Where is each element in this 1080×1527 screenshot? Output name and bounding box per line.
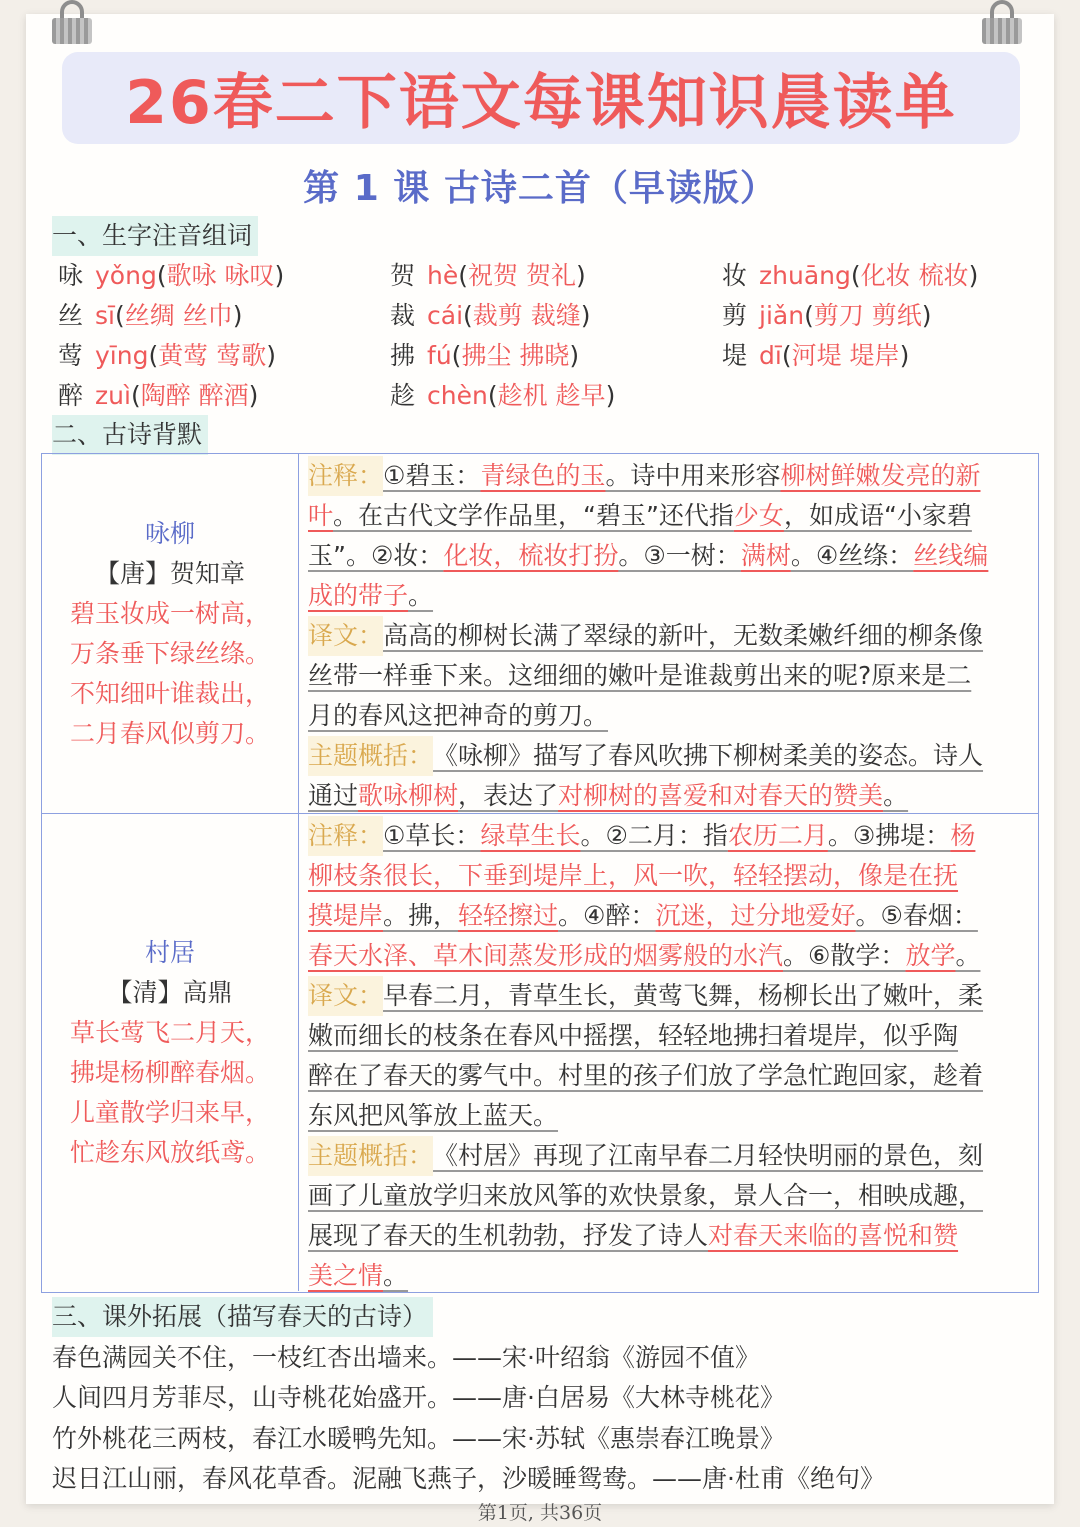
- note-key-text: 对柳树的喜爱和对春天的赞美: [558, 781, 884, 810]
- note-line: [308, 616, 1030, 656]
- extension-line: 人间四月芳菲尽，山寺桃花始盛开。——唐·白居易《大林寺桃花》: [52, 1383, 785, 1412]
- note-text: 丝带一样垂下来。这细细的嫩叶是谁裁剪出来的呢?原来是二: [308, 661, 972, 690]
- vocab-item: 丝 sī(丝绸 丝巾): [58, 301, 243, 330]
- vocab-words: 陶醉 醉酒: [140, 381, 249, 410]
- vocab-pinyin: sī: [95, 301, 115, 330]
- note-line: [308, 536, 1030, 576]
- note-text: ，如成语“小家碧: [783, 501, 972, 530]
- vocab-pinyin: yīng: [95, 341, 149, 370]
- note-text: 。③一树：: [618, 541, 741, 570]
- poem-line: 不知细叶谁裁出，: [69, 678, 270, 708]
- poem-author: 【唐】贺知章: [94, 558, 245, 588]
- vocab-item: 贺 hè(祝贺 贺礼): [390, 261, 586, 290]
- poem-table: [41, 453, 1039, 1293]
- vocab-item: 醉 zuì(陶醉 醉酒): [58, 381, 259, 410]
- note-key-text: 歌咏柳树: [358, 781, 459, 810]
- note-text: 。: [955, 941, 981, 970]
- note-key-text: 春天水泽、草木间蒸发形成的烟雾般的水汽: [308, 941, 784, 970]
- vocab-words: 歌咏 咏叹: [166, 261, 275, 290]
- vocab-words: 丝绸 丝巾: [124, 301, 233, 330]
- note-text: 。③拂堤：: [827, 821, 951, 850]
- note-key-text: 绿草生长: [480, 821, 581, 850]
- vocab-char: 丝: [58, 301, 84, 330]
- note-line: [308, 696, 1030, 736]
- note-key-text: 农历二月: [727, 821, 828, 850]
- vocab-char: 堤: [722, 341, 748, 370]
- poem-notes-cell: [302, 814, 1038, 1291]
- vocab-char: 贺: [390, 261, 416, 290]
- poem-title: 咏柳: [144, 518, 195, 548]
- note-line: [308, 816, 1030, 856]
- note-line: [308, 1016, 1030, 1056]
- note-text: 。②二月：指: [580, 821, 728, 850]
- note-line: [308, 896, 1030, 936]
- note-line: [308, 1056, 1030, 1096]
- vocab-item: 妆 zhuāng(化妆 梳妆): [722, 261, 979, 290]
- binder-clip-icon: [52, 0, 92, 46]
- vocab-words: 剪刀 剪纸: [813, 301, 922, 330]
- note-key-text: 放学: [905, 941, 956, 970]
- lesson-title: 第 1 课 古诗二首（早读版）: [303, 168, 777, 209]
- poem-row: [42, 454, 1038, 814]
- extension-line: 迟日江山丽，春风花草香。泥融飞燕子，沙暖睡鸳鸯。——唐·杜甫《绝句》: [52, 1464, 885, 1493]
- poem-line: 草长莺飞二月天，: [69, 1017, 270, 1047]
- vocab-pinyin: hè: [427, 261, 459, 290]
- note-line: [308, 1136, 1030, 1176]
- extension-line: 春色满园关不住，一枝红杏出墙来。——宋·叶绍翁《游园不值》: [52, 1343, 760, 1372]
- note-key-text: 化妆，梳妆打扮: [443, 541, 619, 570]
- vocab-item: 裁 cái(裁剪 裁缝): [390, 301, 591, 330]
- vocab-words: 化妆 梳妆: [860, 261, 969, 290]
- note-label: 主题概括：: [308, 736, 433, 776]
- note-line: [308, 1176, 1030, 1216]
- vocab-char: 拂: [390, 341, 416, 370]
- poem-author: 【清】高鼎: [107, 977, 233, 1007]
- note-line: [308, 856, 1030, 896]
- main-title: 26春二下语文每课知识晨读单: [125, 68, 957, 138]
- note-text: 。⑤春烟：: [855, 901, 978, 930]
- note-line: [308, 976, 1030, 1016]
- note-text: 。: [883, 781, 909, 810]
- poem-line: 二月春风似剪刀。: [69, 718, 270, 748]
- note-text: ，表达了: [458, 781, 559, 810]
- note-text: ①草长：: [383, 821, 481, 850]
- note-text: ①碧玉：: [383, 461, 481, 490]
- note-text: 东风把风筝放上蓝天。: [308, 1101, 559, 1130]
- note-text: 。④醉：: [558, 901, 656, 930]
- note-key-text: 摸堤岸: [308, 901, 384, 930]
- note-line: [308, 576, 1030, 616]
- vocab-item: 莺 yīng(黄莺 莺歌): [58, 341, 276, 370]
- vocab-char: 裁: [390, 301, 416, 330]
- note-key-text: 沉迷，过分地爱好: [655, 901, 856, 930]
- vocab-words: 拂尘 拂晓: [461, 341, 570, 370]
- note-line: [308, 1216, 1030, 1256]
- vocab-words: 祝贺 贺礼: [468, 261, 576, 290]
- vocab-pinyin: jiǎn: [759, 301, 805, 330]
- note-key-text: 青绿色的玉: [480, 461, 606, 490]
- vocab-pinyin: cái: [427, 301, 464, 330]
- vocab-item: 堤 dī(河堤 堤岸): [722, 341, 910, 370]
- note-key-text: 柳枝条很长，下垂到堤岸上，风一吹，轻轻摆动，像是在抚: [308, 861, 959, 890]
- note-key-text: 美之情: [308, 1261, 384, 1290]
- note-text: 。诗中用来形容: [605, 461, 781, 490]
- note-text: 《咏柳》描写了春风吹拂下柳树柔美的姿态。诗人: [433, 741, 984, 770]
- note-line: [308, 936, 1030, 976]
- note-text: 。: [408, 581, 434, 610]
- vocab-pinyin: fú: [427, 341, 452, 370]
- note-text: 。在古代文学作品里，“碧玉”还代指: [333, 501, 734, 530]
- note-text: 。④丝绦：: [790, 541, 914, 570]
- note-line: [308, 656, 1030, 696]
- section-heading-poems: 二、古诗背默: [52, 415, 208, 455]
- note-key-text: 满树: [740, 541, 791, 570]
- extension-line: 竹外桃花三两枝，春江水暖鸭先知。——宋·苏轼《惠崇春江晚景》: [52, 1424, 785, 1453]
- vocab-char: 莺: [58, 341, 84, 370]
- note-text: 玉”。②妆：: [308, 541, 444, 570]
- note-key-text: 对春天来临的喜悦和赞: [708, 1221, 959, 1250]
- vocab-pinyin: zhuāng: [759, 261, 851, 290]
- poem-title: 村居: [144, 937, 195, 967]
- poem-line: 拂堤杨柳醉春烟。: [69, 1057, 270, 1087]
- vocab-item: 拂 fú(拂尘 拂晓): [390, 341, 580, 370]
- vocab-pinyin: yǒng: [95, 261, 157, 290]
- vocab-words: 黄莺 莺歌: [158, 341, 267, 370]
- section-heading-vocab: 一、生字注音组词: [52, 216, 258, 256]
- poem-text-cell: [42, 454, 299, 813]
- note-key-text: 丝线编: [913, 541, 989, 570]
- note-text: 。⑥散学：: [783, 941, 906, 970]
- vocab-char: 妆: [722, 261, 748, 290]
- note-text: 。拂，: [383, 901, 459, 930]
- vocab-words: 河堤 堤岸: [791, 341, 900, 370]
- note-text: 嫩而细长的枝条在春风中摇摆，轻轻地拂扫着堤岸，似乎陶: [308, 1021, 959, 1050]
- note-text: 《村居》再现了江南早春二月轻快明丽的景色，刻: [433, 1141, 984, 1170]
- note-text: 月的春风这把神奇的剪刀。: [308, 701, 609, 730]
- note-text: 醉在了春天的雾气中。村里的孩子们放了学急忙跑回家，趁着: [308, 1061, 984, 1090]
- title-banner: [62, 52, 1020, 144]
- poem-line: 碧玉妆成一树高，: [69, 598, 270, 628]
- poem-line: 万条垂下绿丝绦。: [69, 638, 270, 668]
- note-label: 主题概括：: [308, 1136, 433, 1176]
- note-label: 译文：: [308, 976, 383, 1016]
- note-key-text: 少女: [733, 501, 784, 530]
- note-line: [308, 1256, 1030, 1296]
- poem-text-cell: [42, 814, 299, 1291]
- vocab-pinyin: zuì: [95, 381, 131, 410]
- vocab-char: 咏: [58, 261, 84, 290]
- section-heading-extension: 三、课外拓展（描写春天的古诗）: [52, 1297, 433, 1337]
- vocab-char: 趁: [390, 381, 416, 410]
- vocab-item: 咏 yǒng(歌咏 咏叹): [58, 261, 285, 290]
- vocab-words: 趁机 趁早: [497, 381, 606, 410]
- vocab-item: 趁 chèn(趁机 趁早): [390, 381, 616, 410]
- poem-notes-cell: [302, 454, 1038, 813]
- page-number: 第1页, 共36页: [477, 1502, 603, 1524]
- poem-line: 儿童散学归来早，: [69, 1097, 270, 1127]
- note-line: [308, 1096, 1030, 1136]
- note-line: [308, 456, 1030, 496]
- vocab-pinyin: dī: [759, 341, 782, 370]
- note-line: [308, 776, 1030, 816]
- note-label: 注释：: [308, 456, 383, 496]
- note-text: 。: [383, 1261, 409, 1290]
- vocab-char: 醉: [58, 381, 84, 410]
- binder-clip-icon: [982, 0, 1022, 46]
- vocab-char: 剪: [722, 301, 748, 330]
- note-line: [308, 496, 1030, 536]
- note-text: 展现了春天的生机勃勃，抒发了诗人: [308, 1221, 709, 1250]
- note-key-text: 成的带子: [308, 581, 409, 610]
- note-text: 高高的柳树长满了翠绿的新叶，无数柔嫩纤细的柳条像: [383, 621, 984, 650]
- note-key-text: 叶: [308, 501, 334, 530]
- vocab-pinyin: chèn: [427, 381, 488, 410]
- note-key-text: 轻轻擦过: [458, 901, 559, 930]
- poem-row: [42, 814, 1038, 1291]
- note-text: 通过: [308, 781, 359, 810]
- note-line: [308, 736, 1030, 776]
- vocab-item: 剪 jiǎn(剪刀 剪纸): [722, 301, 932, 330]
- note-label: 注释：: [308, 816, 383, 856]
- note-label: 译文：: [308, 616, 383, 656]
- note-text: 早春二月，青草生长，黄莺飞舞，杨柳长出了嫩叶，柔: [383, 981, 984, 1010]
- poem-line: 忙趁东风放纸鸢。: [69, 1137, 270, 1167]
- note-text: 画了儿童放学归来放风筝的欢快景象，景人合一，相映成趣，: [308, 1181, 984, 1210]
- note-key-text: 杨: [950, 821, 976, 850]
- vocab-words: 裁剪 裁缝: [472, 301, 581, 330]
- note-key-text: 柳树鲜嫩发亮的新: [780, 461, 981, 490]
